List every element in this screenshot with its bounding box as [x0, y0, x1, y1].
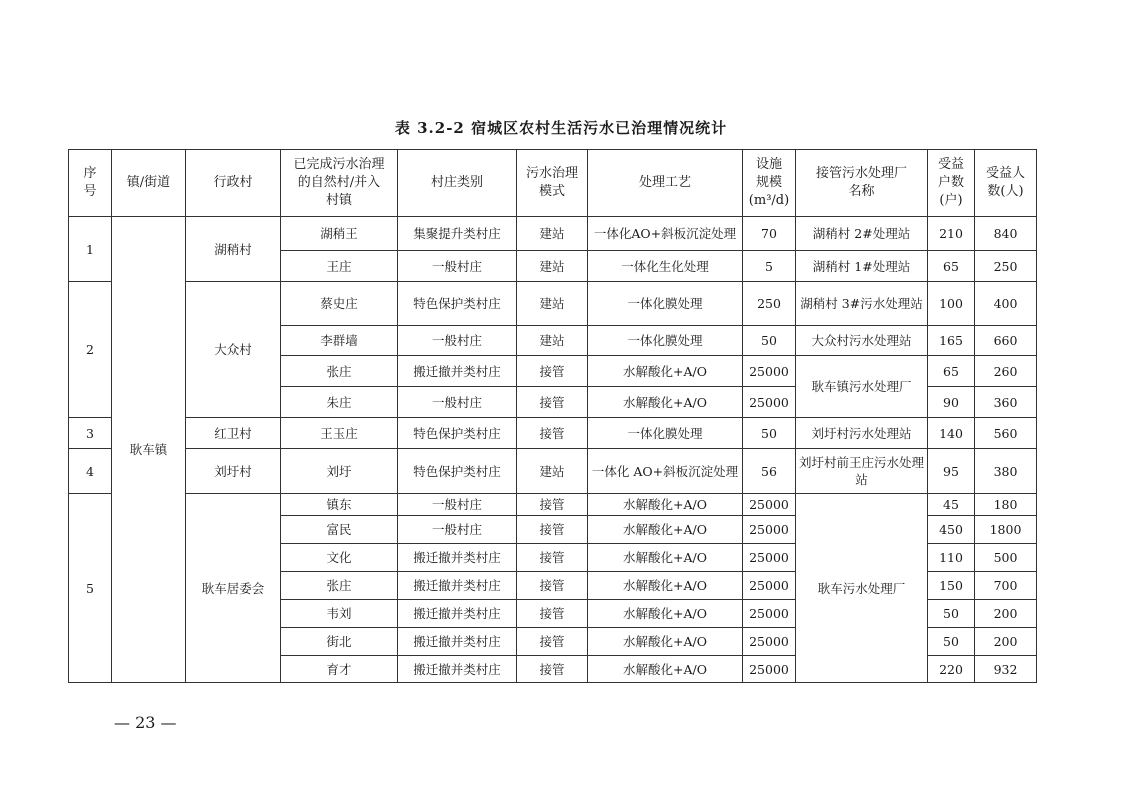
households-cell: 95	[928, 449, 975, 494]
capacity-cell: 25000	[743, 494, 796, 516]
households-cell: 100	[928, 282, 975, 326]
process-cell: 一体化膜处理	[588, 326, 743, 356]
process-cell: 水解酸化+A/O	[588, 544, 743, 572]
population-cell: 260	[975, 356, 1037, 387]
capacity-cell: 25000	[743, 516, 796, 544]
households-cell: 50	[928, 600, 975, 628]
population-cell: 1800	[975, 516, 1037, 544]
population-cell: 500	[975, 544, 1037, 572]
households-cell: 90	[928, 387, 975, 418]
natural-village-cell: 张庄	[281, 572, 398, 600]
natural-village-cell: 富民	[281, 516, 398, 544]
serial-number-cell: 1	[69, 217, 112, 282]
header-cell: 村庄类别	[398, 150, 517, 217]
page-number: — 23 —	[114, 713, 177, 732]
process-cell: 水解酸化+A/O	[588, 494, 743, 516]
process-cell: 一体化生化处理	[588, 251, 743, 282]
village-category-cell: 特色保护类村庄	[398, 282, 517, 326]
natural-village-cell: 湖稍王	[281, 217, 398, 251]
plant-name-cell: 耿车污水处理厂	[796, 494, 928, 683]
statistics-table	[68, 149, 1037, 683]
natural-village-cell: 朱庄	[281, 387, 398, 418]
plant-name-cell: 刘圩村前王庄污水处理站	[796, 449, 928, 494]
population-cell: 400	[975, 282, 1037, 326]
admin-village-cell: 耿车居委会	[186, 494, 281, 683]
households-cell: 50	[928, 628, 975, 656]
header-cell: 污水治理 模式	[517, 150, 588, 217]
capacity-cell: 70	[743, 217, 796, 251]
population-cell: 660	[975, 326, 1037, 356]
households-cell: 220	[928, 656, 975, 683]
admin-village-cell: 刘圩村	[186, 449, 281, 494]
village-category-cell: 特色保护类村庄	[398, 418, 517, 449]
treatment-mode-cell: 建站	[517, 449, 588, 494]
population-cell: 250	[975, 251, 1037, 282]
treatment-mode-cell: 建站	[517, 282, 588, 326]
header-cell: 处理工艺	[588, 150, 743, 217]
treatment-mode-cell: 接管	[517, 572, 588, 600]
households-cell: 140	[928, 418, 975, 449]
village-category-cell: 特色保护类村庄	[398, 449, 517, 494]
process-cell: 一体化膜处理	[588, 282, 743, 326]
natural-village-cell: 李群墙	[281, 326, 398, 356]
process-cell: 一体化膜处理	[588, 418, 743, 449]
natural-village-cell: 张庄	[281, 356, 398, 387]
admin-village-cell: 红卫村	[186, 418, 281, 449]
table-row	[69, 282, 1037, 326]
admin-village-cell: 湖稍村	[186, 217, 281, 282]
capacity-cell: 50	[743, 326, 796, 356]
table-row	[69, 217, 1037, 251]
village-category-cell: 搬迁撤并类村庄	[398, 656, 517, 683]
table-title: 表 3.2-2 宿城区农村生活污水已治理情况统计	[394, 119, 728, 137]
population-cell: 200	[975, 600, 1037, 628]
process-cell: 一体化AO+斜板沉淀处理	[588, 217, 743, 251]
village-category-cell: 一般村庄	[398, 326, 517, 356]
village-category-cell: 搬迁撤并类村庄	[398, 356, 517, 387]
treatment-mode-cell: 接管	[517, 656, 588, 683]
header-cell: 已完成污水治理 的自然村/并入 村镇	[281, 150, 398, 217]
natural-village-cell: 镇东	[281, 494, 398, 516]
village-category-cell: 搬迁撤并类村庄	[398, 628, 517, 656]
capacity-cell: 25000	[743, 387, 796, 418]
capacity-cell: 25000	[743, 544, 796, 572]
village-category-cell: 搬迁撤并类村庄	[398, 544, 517, 572]
treatment-mode-cell: 接管	[517, 387, 588, 418]
treatment-mode-cell: 接管	[517, 600, 588, 628]
households-cell: 65	[928, 251, 975, 282]
treatment-mode-cell: 建站	[517, 251, 588, 282]
header-cell: 设施 规模 (m³/d)	[743, 150, 796, 217]
village-category-cell: 搬迁撤并类村庄	[398, 572, 517, 600]
treatment-mode-cell: 建站	[517, 326, 588, 356]
natural-village-cell: 王玉庄	[281, 418, 398, 449]
population-cell: 840	[975, 217, 1037, 251]
treatment-mode-cell: 建站	[517, 217, 588, 251]
natural-village-cell: 街北	[281, 628, 398, 656]
capacity-cell: 50	[743, 418, 796, 449]
header-cell: 镇/街道	[112, 150, 186, 217]
treatment-mode-cell: 接管	[517, 544, 588, 572]
capacity-cell: 25000	[743, 600, 796, 628]
population-cell: 932	[975, 656, 1037, 683]
natural-village-cell: 文化	[281, 544, 398, 572]
natural-village-cell: 刘圩	[281, 449, 398, 494]
natural-village-cell: 韦刘	[281, 600, 398, 628]
households-cell: 450	[928, 516, 975, 544]
process-cell: 水解酸化+A/O	[588, 600, 743, 628]
header-cell: 行政村	[186, 150, 281, 217]
natural-village-cell: 蔡史庄	[281, 282, 398, 326]
treatment-mode-cell: 接管	[517, 628, 588, 656]
households-cell: 210	[928, 217, 975, 251]
population-cell: 700	[975, 572, 1037, 600]
plant-name-cell: 湖稍村 3#污水处理站	[796, 282, 928, 326]
process-cell: 一体化 AO+斜板沉淀处理	[588, 449, 743, 494]
header-cell: 受益人 数(人)	[975, 150, 1037, 217]
process-cell: 水解酸化+A/O	[588, 628, 743, 656]
process-cell: 水解酸化+A/O	[588, 516, 743, 544]
header-cell: 接管污水处理厂 名称	[796, 150, 928, 217]
capacity-cell: 25000	[743, 656, 796, 683]
table-header-row	[69, 150, 1037, 217]
village-category-cell: 集聚提升类村庄	[398, 217, 517, 251]
serial-number-cell: 3	[69, 418, 112, 449]
table-row	[69, 418, 1037, 449]
treatment-mode-cell: 接管	[517, 516, 588, 544]
process-cell: 水解酸化+A/O	[588, 356, 743, 387]
serial-number-cell: 2	[69, 282, 112, 418]
natural-village-cell: 育才	[281, 656, 398, 683]
plant-name-cell: 湖稍村 2#处理站	[796, 217, 928, 251]
village-category-cell: 一般村庄	[398, 494, 517, 516]
natural-village-cell: 王庄	[281, 251, 398, 282]
plant-name-cell: 刘圩村污水处理站	[796, 418, 928, 449]
population-cell: 180	[975, 494, 1037, 516]
plant-name-cell: 湖稍村 1#处理站	[796, 251, 928, 282]
capacity-cell: 56	[743, 449, 796, 494]
capacity-cell: 25000	[743, 356, 796, 387]
process-cell: 水解酸化+A/O	[588, 572, 743, 600]
serial-number-cell: 5	[69, 494, 112, 683]
town-cell: 耿车镇	[112, 217, 186, 683]
process-cell: 水解酸化+A/O	[588, 387, 743, 418]
serial-number-cell: 4	[69, 449, 112, 494]
capacity-cell: 250	[743, 282, 796, 326]
households-cell: 150	[928, 572, 975, 600]
capacity-cell: 25000	[743, 572, 796, 600]
village-category-cell: 一般村庄	[398, 516, 517, 544]
capacity-cell: 25000	[743, 628, 796, 656]
households-cell: 110	[928, 544, 975, 572]
header-cell: 受益 户数 (户)	[928, 150, 975, 217]
population-cell: 200	[975, 628, 1037, 656]
plant-name-cell: 耿车镇污水处理厂	[796, 356, 928, 418]
households-cell: 165	[928, 326, 975, 356]
households-cell: 45	[928, 494, 975, 516]
village-category-cell: 一般村庄	[398, 251, 517, 282]
treatment-mode-cell: 接管	[517, 356, 588, 387]
plant-name-cell: 大众村污水处理站	[796, 326, 928, 356]
table-row	[69, 449, 1037, 494]
process-cell: 水解酸化+A/O	[588, 656, 743, 683]
households-cell: 65	[928, 356, 975, 387]
population-cell: 380	[975, 449, 1037, 494]
capacity-cell: 5	[743, 251, 796, 282]
table-row	[69, 494, 1037, 516]
village-category-cell: 一般村庄	[398, 387, 517, 418]
population-cell: 560	[975, 418, 1037, 449]
treatment-mode-cell: 接管	[517, 494, 588, 516]
admin-village-cell: 大众村	[186, 282, 281, 418]
village-category-cell: 搬迁撤并类村庄	[398, 600, 517, 628]
treatment-mode-cell: 接管	[517, 418, 588, 449]
population-cell: 360	[975, 387, 1037, 418]
header-cell: 序 号	[69, 150, 112, 217]
